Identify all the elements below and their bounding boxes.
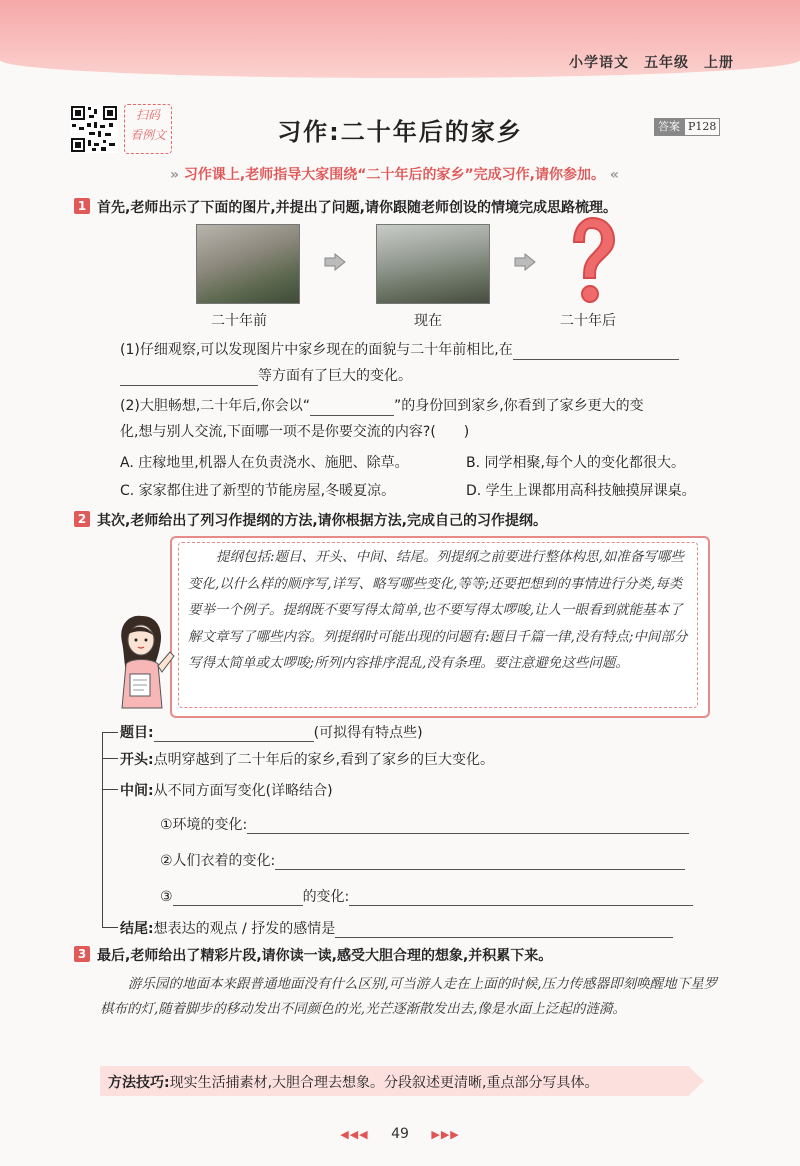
photo-now — [376, 224, 490, 304]
outline-item-3-label-a: ③ — [160, 889, 173, 905]
outline-item-2 — [160, 850, 685, 870]
page-number-value: 49 — [391, 1126, 409, 1142]
outline-middle-label: 中间: — [120, 783, 154, 799]
intro-right-arrows: « — [609, 167, 619, 183]
end-blank[interactable] — [335, 921, 673, 938]
method-text: 现实生活捕素材,大胆合理去想象。分段叙述更清晰,重点部分写具体。 — [169, 1075, 599, 1091]
question-mark-icon — [560, 214, 620, 306]
outline-end-row — [120, 918, 673, 938]
page-left-arrows: ◀◀◀ — [340, 1128, 369, 1141]
option-a[interactable]: A. 庄稼地里,机器人在负责浇水、施肥、除草。 — [120, 455, 409, 471]
question-number-3: 3 — [74, 946, 90, 962]
answer-label: 答案 — [654, 118, 684, 136]
intro-left-arrows: » — [170, 167, 180, 183]
intro-text: 习作课上,老师指导大家围绕“二十年后的家乡”完成习作,请你参加。 — [183, 167, 605, 183]
item-1-blank[interactable] — [247, 817, 689, 834]
sub-question-2 — [120, 396, 644, 416]
outline-end-text: 想表达的观点 / 抒发的感情是 — [153, 921, 336, 937]
caption-before: 二十年前 — [211, 313, 267, 329]
answer-blank[interactable] — [513, 343, 679, 360]
photo-twenty-years-ago — [196, 224, 300, 304]
sub1-text-a: (1)仔细观察,可以发现图片中家乡现在的面貌与二十年前相比,在 — [120, 342, 513, 358]
scan-line-1: 扫码 — [135, 108, 160, 122]
sub2-text-a: (2)大胆畅想,二十年后,你会以“ — [120, 398, 310, 414]
question-number-1: 1 — [74, 198, 90, 214]
qr-code-icon[interactable] — [70, 105, 118, 153]
outline-start-text: 点明穿越到了二十年后的家乡,看到了家乡的巨大变化。 — [153, 752, 495, 768]
intro-banner — [170, 164, 619, 184]
outline-title-label: 题目: — [120, 725, 154, 741]
outline-item-3-label-b: 的变化: — [302, 889, 350, 905]
item-2-blank[interactable] — [275, 853, 685, 870]
outline-item-3 — [160, 886, 693, 906]
outline-middle-text: 从不同方面写变化(详略结合) — [153, 783, 333, 799]
outline-middle-row — [120, 780, 333, 800]
outline-end-label: 结尾: — [120, 921, 154, 937]
outline-bracket — [102, 732, 103, 928]
question-2-text: 其次,老师给出了列习作提纲的方法,请你根据方法,完成自己的习作提纲。 — [97, 513, 547, 529]
outline-tick — [102, 758, 118, 759]
sub-question-2-cont: 化,想与别人交流,下面哪一项不是你要交流的内容?( ) — [120, 424, 470, 440]
question-number-2: 2 — [74, 511, 90, 527]
arrow-right-icon — [514, 253, 536, 271]
outline-title-hint: (可拟得有特点些) — [313, 725, 423, 741]
scan-example-label — [124, 104, 172, 154]
outline-start-label: 开头: — [120, 752, 154, 768]
method-label: 方法技巧: — [108, 1075, 170, 1091]
outline-item-1-label: ①环境的变化: — [160, 817, 248, 833]
caption-now: 现在 — [414, 313, 442, 329]
outline-start-row — [120, 749, 494, 769]
method-tip-tail — [688, 1066, 704, 1096]
tip-text: 提纲包括:题目、开头、中间、结尾。列提纲之前要进行整体构思,如准备写哪些变化,以什么样的顺序写,详写、略写哪些变化,等等;还要把想到的事情进行分类,每类要举一个例子。提纲既不要写得太简单,也不要写得太啰唆,让人一眼看到就能基本了解文章写了哪些内容。列提纲时可能出现的问题有:题目千篇一律,没有特点;中间部分写得太简单或太啰唆;所列内容排序混乱,没有条理。要注意避免这些问题。 — [188, 549, 688, 671]
arrow-right-icon — [324, 253, 346, 271]
item-3-topic-blank[interactable] — [173, 889, 303, 906]
answer-blank[interactable] — [310, 399, 394, 416]
outline-tick — [102, 732, 118, 733]
option-b[interactable]: B. 同学相聚,每个人的变化都很大。 — [466, 455, 685, 471]
caption-after: 二十年后 — [560, 313, 616, 329]
sub1-text-b: 等方面有了巨大的变化。 — [258, 368, 412, 384]
sub-question-1-cont — [120, 366, 412, 386]
outline-item-1 — [160, 814, 689, 834]
option-d[interactable]: D. 学生上课都用高科技触摸屏课桌。 — [466, 483, 696, 499]
answer-blank[interactable] — [120, 369, 258, 386]
sub2-text-b: ”的身份回到家乡,你看到了家乡更大的变 — [393, 398, 644, 414]
option-c[interactable]: C. 家家都住进了新型的节能房屋,冬暖夏凉。 — [120, 483, 396, 499]
answer-page: P128 — [684, 118, 720, 136]
page-right-arrows: ▶▶▶ — [431, 1128, 460, 1141]
outline-title-row — [120, 722, 423, 742]
page-number — [330, 1126, 470, 1142]
outline-tick — [102, 789, 118, 790]
outline-item-2-label: ②人们衣着的变化: — [160, 853, 276, 869]
sub-question-1 — [120, 340, 679, 360]
teacher-illustration — [108, 612, 176, 716]
outline-tick — [102, 927, 118, 928]
title-blank[interactable] — [154, 725, 314, 742]
page-title: 习作:二十年后的家乡 — [277, 118, 523, 146]
question-3-text: 最后,老师给出了精彩片段,请你读一读,感受大胆合理的想象,并积累下来。 — [97, 948, 553, 964]
item-3-blank[interactable] — [349, 889, 693, 906]
book-meta: 小学语文 五年级 上册 — [569, 55, 734, 71]
question-1-text: 首先,老师出示了下面的图片,并提出了问题,请你跟随老师创设的情境完成思路梳理。 — [97, 200, 617, 216]
example-passage: 游乐园的地面本来跟普通地面没有什么区别,可当游人走在上面的时候,压力传感器即刻唤醒地下星罗棋布的灯,随着脚步的移动发出不同颜色的光,光芒逐渐散发出去,像是水面上泛起的涟漪。 — [100, 976, 718, 1017]
method-tip — [108, 1072, 599, 1092]
scan-line-2: 看例文 — [129, 128, 166, 142]
answer-badge — [654, 118, 720, 136]
